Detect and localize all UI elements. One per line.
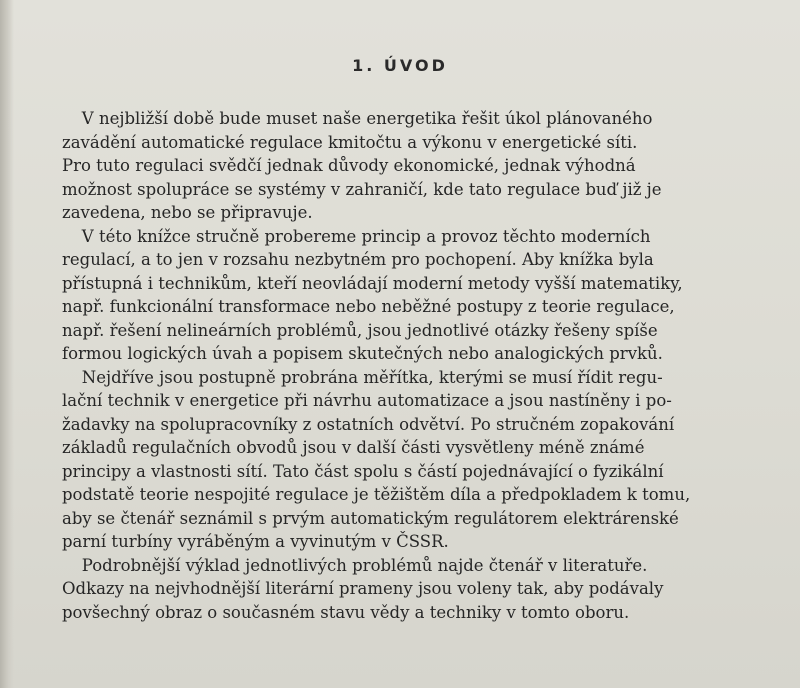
paragraph-2 (62, 225, 762, 366)
text-line: přístupná i technikům, kteří neovládají moderní metody vyšší matematiky, (62, 273, 683, 293)
text-line: základů regulačních obvodů jsou v další části vysvětleny méně známé (62, 438, 645, 457)
text-line: V nejbližší době bude muset naše energetika řešit úkol plánovaného (81, 109, 653, 128)
text-line: formou logických úvah a popisem skutečných nebo analogických prvků. (62, 344, 663, 363)
chapter-heading: 1. ÚVOD (352, 56, 448, 75)
text-line: parní turbíny vyráběným a vyvinutým v ČSSR. (62, 532, 449, 551)
text-line: Pro tuto regulaci svědčí jednak důvody ekonomické, jednak výhodná (62, 156, 636, 175)
text-line: principy a vlastnosti sítí. Tato část spolu s částí pojednávající o fyzikální (62, 461, 664, 481)
text-line: povšechný obraz o současném stavu vědy a techniky v tomto oboru. (62, 602, 630, 622)
text-line: Podrobnější výklad jednotlivých problémů najde čtenář v literatuře. (81, 555, 648, 575)
text-line: možnost spolupráce se systémy v zahraničí, kde tato regulace buď již je (62, 179, 662, 199)
text-line: Odkazy na nejvhodnější literární prameny jsou voleny tak, aby podávaly (62, 579, 664, 598)
text-line: zavádění automatické regulace kmitočtu a výkonu v energetické síti. (62, 132, 638, 152)
paragraph-4 (62, 554, 762, 625)
text-line: regulací, a to jen v rozsahu nezbytném pro pochopení. Aby knížka byla (62, 250, 654, 269)
text-line: např. řešení nelineárních problémů, jsou jednotlivé otázky řešeny spíše (62, 320, 658, 340)
text-line: zavedena, nebo se připravuje. (62, 203, 313, 222)
body-text (62, 107, 762, 624)
page-binding-shadow (0, 0, 14, 688)
paragraph-1 (62, 107, 762, 225)
text-line: lační technik v energetice při návrhu automatizace a jsou nastíněny i po- (62, 391, 672, 410)
text-line: žadavky na spolupracovníky z ostatních odvětví. Po stručném zopakování (62, 414, 675, 434)
text-line: aby se čtenář seznámil s prvým automatickým regulátorem elektrárenské (62, 508, 679, 528)
paragraph-3 (62, 366, 762, 554)
text-line: V této knížce stručně probereme princip a provoz těchto moderních (81, 226, 651, 246)
text-line: podstatě teorie nespojité regulace je těžištěm díla a předpokladem k tomu, (62, 485, 691, 504)
text-line: Nejdříve jsou postupně probrána měřítka, kterými se musí řídit regu- (81, 367, 663, 387)
text-line: např. funkcionální transformace nebo neběžné postupy z teorie regulace, (62, 297, 675, 316)
